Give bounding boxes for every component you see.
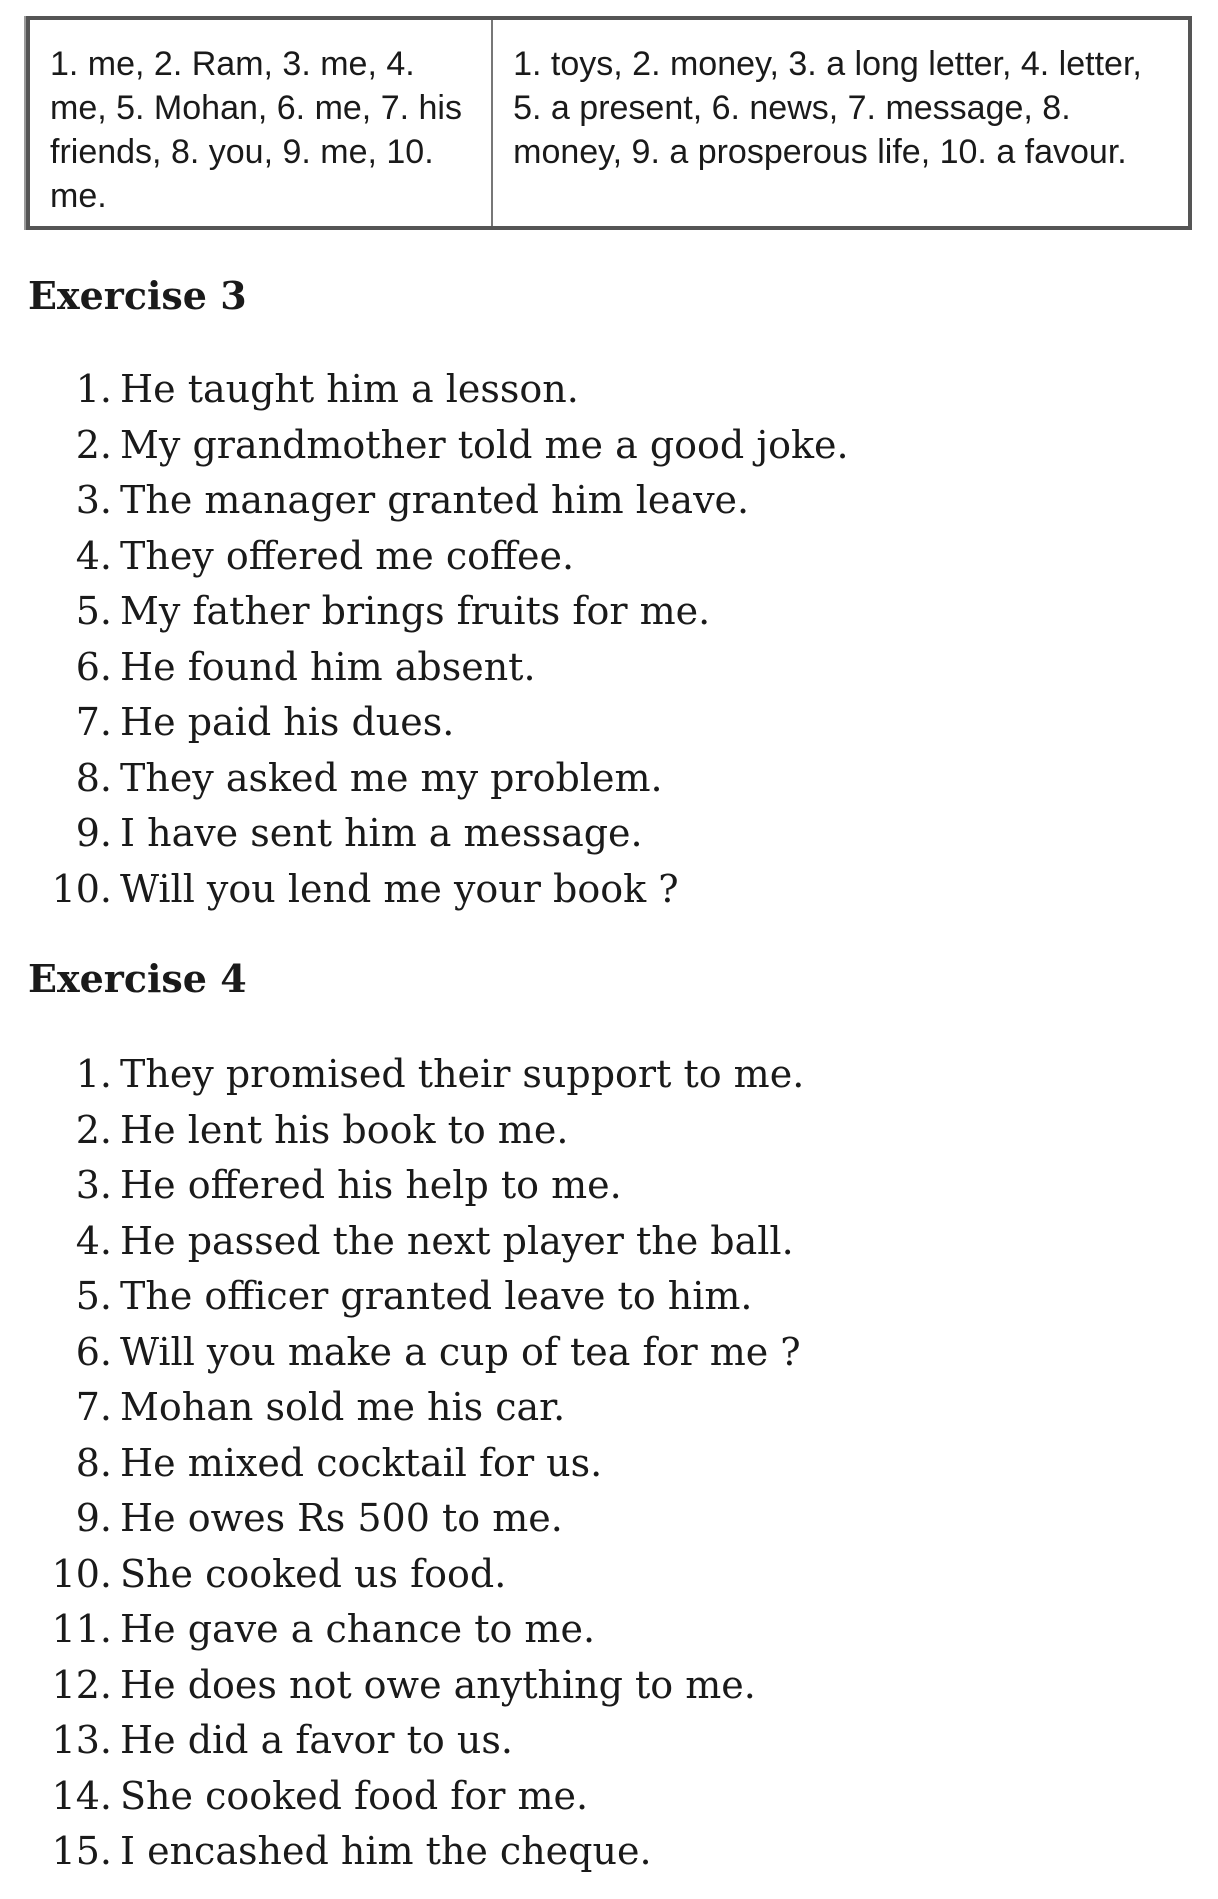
item-number: 7. bbox=[75, 700, 112, 744]
item-text: Mohan sold me his car. bbox=[120, 1385, 566, 1429]
item-text: I encashed him the cheque. bbox=[120, 1829, 652, 1873]
item-number: 1. bbox=[75, 1052, 112, 1096]
item-text: He taught him a lesson. bbox=[120, 367, 579, 411]
item-text: He mixed cocktail for us. bbox=[120, 1440, 603, 1485]
list-item bbox=[0, 529, 849, 585]
item-text: He paid his dues. bbox=[120, 700, 455, 744]
exercise-4-title: Exercise 4 bbox=[28, 956, 247, 1001]
list-item bbox=[0, 584, 849, 640]
item-text: They promised their support to me. bbox=[120, 1052, 805, 1096]
item-text: He owes Rs 500 to me. bbox=[120, 1496, 563, 1540]
item-number: 10. bbox=[51, 866, 112, 911]
list-item bbox=[0, 1491, 804, 1547]
item-number: 9. bbox=[75, 811, 112, 855]
list-item bbox=[0, 1103, 804, 1159]
item-number: 4. bbox=[75, 1218, 112, 1263]
list-item bbox=[0, 418, 849, 474]
list-item bbox=[0, 640, 849, 696]
item-text: My grandmother told me a good joke. bbox=[120, 422, 849, 467]
item-number: 14. bbox=[51, 1773, 112, 1818]
list-item bbox=[0, 1214, 804, 1270]
item-text: He gave a chance to me. bbox=[120, 1607, 596, 1651]
item-number: 1. bbox=[75, 367, 112, 411]
list-item bbox=[0, 1658, 804, 1714]
item-text: They asked me my problem. bbox=[120, 755, 663, 800]
item-number: 11. bbox=[51, 1607, 112, 1651]
list-item bbox=[0, 1547, 804, 1603]
exercise-3-title: Exercise 3 bbox=[28, 273, 247, 318]
answer-table-row bbox=[28, 18, 1190, 228]
list-item bbox=[0, 1769, 804, 1825]
item-text: She cooked us food. bbox=[120, 1551, 507, 1596]
item-number: 5. bbox=[75, 589, 112, 633]
item-text: My father brings fruits for me. bbox=[120, 589, 711, 633]
exercise-3-list bbox=[0, 362, 849, 917]
answer-cell-objects: 1. toys, 2. money, 3. a long letter, 4. letter, 5. a present, 6. news, 7. message, 8. money, 9. a prosperous life, 10. a favour. bbox=[492, 18, 1190, 228]
item-number: 8. bbox=[75, 755, 112, 800]
answer-cell-pronouns: 1. me, 2. Ram, 3. me, 4. me, 5. Mohan, 6. me, 7. his friends, 8. you, 9. me, 10. me. bbox=[28, 18, 492, 228]
list-item bbox=[0, 362, 849, 418]
list-item bbox=[0, 862, 849, 918]
exercise-4-list bbox=[0, 1047, 804, 1880]
list-item bbox=[0, 1602, 804, 1658]
item-text: He does not owe anything to me. bbox=[120, 1662, 756, 1707]
list-item bbox=[0, 1713, 804, 1769]
item-text: He did a favor to us. bbox=[120, 1718, 513, 1762]
list-item bbox=[0, 1824, 804, 1880]
item-text: He passed the next player the ball. bbox=[120, 1218, 794, 1263]
list-item bbox=[0, 806, 849, 862]
item-text: The manager granted him leave. bbox=[120, 478, 750, 522]
item-number: 5. bbox=[75, 1274, 112, 1318]
item-number: 2. bbox=[75, 1107, 112, 1152]
item-text: Will you lend me your book ? bbox=[120, 866, 679, 911]
item-number: 3. bbox=[75, 1163, 112, 1207]
item-text: The officer granted leave to him. bbox=[120, 1274, 753, 1318]
list-item bbox=[0, 1325, 804, 1381]
item-text: He lent his book to me. bbox=[120, 1107, 569, 1152]
list-item bbox=[0, 1047, 804, 1103]
item-number: 4. bbox=[75, 533, 112, 578]
item-number: 6. bbox=[75, 1329, 112, 1374]
item-text: She cooked food for me. bbox=[120, 1773, 589, 1818]
item-number: 2. bbox=[75, 422, 112, 467]
list-item bbox=[0, 1436, 804, 1492]
list-item bbox=[0, 473, 849, 529]
answer-table bbox=[26, 16, 1192, 230]
item-text: I have sent him a message. bbox=[120, 811, 643, 855]
item-text: Will you make a cup of tea for me ? bbox=[120, 1329, 801, 1374]
item-number: 13. bbox=[51, 1718, 112, 1762]
item-number: 3. bbox=[75, 478, 112, 522]
list-item bbox=[0, 1158, 804, 1214]
item-number: 12. bbox=[51, 1662, 112, 1707]
item-number: 6. bbox=[75, 644, 112, 689]
item-text: He found him absent. bbox=[120, 644, 536, 689]
item-text: He offered his help to me. bbox=[120, 1163, 622, 1207]
item-number: 7. bbox=[75, 1385, 112, 1429]
list-item bbox=[0, 751, 849, 807]
list-item bbox=[0, 695, 849, 751]
item-text: They offered me coffee. bbox=[120, 533, 575, 578]
list-item bbox=[0, 1269, 804, 1325]
item-number: 15. bbox=[51, 1829, 112, 1873]
item-number: 9. bbox=[75, 1496, 112, 1540]
item-number: 8. bbox=[75, 1440, 112, 1485]
item-number: 10. bbox=[51, 1551, 112, 1596]
list-item bbox=[0, 1380, 804, 1436]
